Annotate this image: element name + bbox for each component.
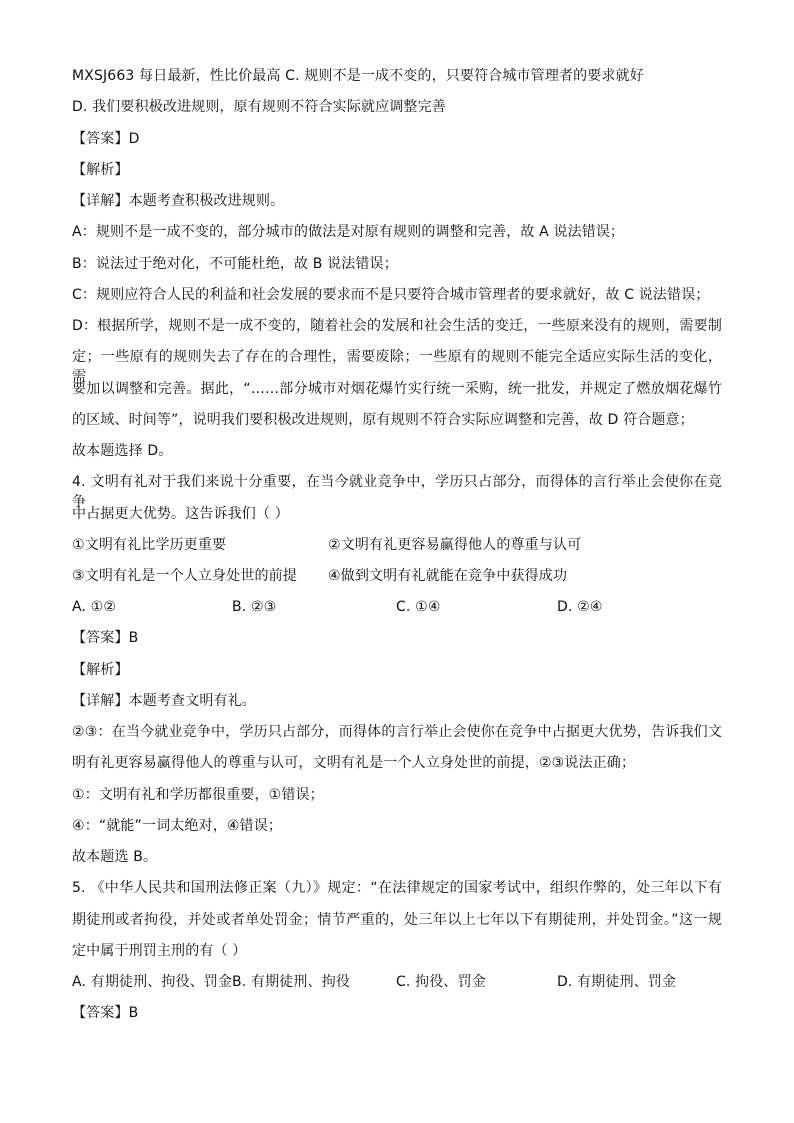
q3-analysis-heading: 【解析】 <box>72 162 129 178</box>
q3-answer: 【答案】D <box>72 131 140 147</box>
q3-option-d: D. 我们要积极改进规则，原有规则不符合实际就应调整完善 <box>72 99 446 115</box>
q5-option-d: D. 有期徒刑、罚金 <box>557 974 677 990</box>
q3-detail-intro: 【详解】本题考查积极改进规则。 <box>72 193 285 209</box>
q4-conclusion: 故本题选 B。 <box>72 849 158 865</box>
q4-statement-4: ④做到文明有礼就能在竞争中获得成功 <box>328 568 568 584</box>
q4-stem-line: 4. 文明有礼对于我们来说十分重要，在当今就业竞争中，学历只占部分，而得体的言行举止会使你在竞争 <box>72 474 722 510</box>
q4-answer: 【答案】B <box>72 630 139 646</box>
q3-detail-c: C：规则应符合人民的利益和社会发展的要求而不是只要符合城市管理者的要求就好，故 C 说法错误； <box>72 287 710 303</box>
q4-detail-4: ④：“就能”一词太绝对，④错误； <box>72 818 283 834</box>
q5-stem-line: 5. 《中华人民共和国刑法修正案（九）》规定：“在法律规定的国家考试中，组织作弊的，处三年以下有 <box>72 880 722 896</box>
q4-statement-2: ②文明有礼更容易赢得他人的尊重与认可 <box>328 537 582 553</box>
q5-stem-line: 期徒刑或者拘役，并处或者单处罚金；情节严重的，处三年以上七年以下有期徒刑，并处罚金。”这一规 <box>72 912 722 928</box>
q4-statement-1: ①文明有礼比学历更重要 <box>72 537 227 553</box>
q3-option-c-line: MXSJ663 每日最新，性比价最高 C. 规则不是一成不变的，只要符合城市管理者的要求就好 <box>72 68 644 84</box>
q4-stem-line: 中占据更大优势。这告诉我们（ ） <box>72 506 289 522</box>
q3-detail-d-line: 定；一些原有的规则失去了存在的合理性，需要废除；一些原有的规则不能完全适应实际生活的变化，需 <box>72 349 722 385</box>
q5-option-b: B. 有期徒刑、拘役 <box>232 974 351 990</box>
q5-option-a: A. 有期徒刑、拘役、罚金 <box>72 974 233 990</box>
q3-detail-d-line: 的区域、时间等”，说明我们要积极改进规则，原有规则不符合实际应调整和完善，故 D 符合题意； <box>72 412 694 428</box>
q3-conclusion: 故本题选择 D。 <box>72 443 173 459</box>
q4-detail-23-line: 明有礼更容易赢得他人的尊重与认可，文明有礼是一个人立身处世的前提，②③说法正确； <box>72 755 636 771</box>
q3-detail-d-line: D：根据所学，规则不是一成不变的，随着社会的发展和社会生活的变迁，一些原来没有的规则，需要制 <box>72 318 722 334</box>
q3-detail-d-line: 要加以调整和完善。据此，“……部分城市对烟花爆竹实行统一采购，统一批发，并规定了燃放烟花爆竹 <box>72 381 722 397</box>
q4-option-d: D. ②④ <box>557 599 603 615</box>
q3-detail-b: B：说法过于绝对化，不可能杜绝，故 B 说法错误； <box>72 256 398 272</box>
q4-option-a: A. ①② <box>72 599 117 615</box>
q5-stem-line: 定中属于刑罚主刑的有（ ） <box>72 943 247 959</box>
q4-option-b: B. ②③ <box>232 599 277 615</box>
q4-detail-23-line: ②③：在当今就业竞争中，学历只占部分，而得体的言行举止会使你在竞争中占据更大优势，告诉我们文 <box>72 724 722 740</box>
q4-option-c: C. ①④ <box>396 599 441 615</box>
q3-detail-a: A：规则不是一成不变的，部分城市的做法是对原有规则的调整和完善，故 A 说法错误； <box>72 224 625 240</box>
q4-statement-3: ③文明有礼是一个人立身处世的前提 <box>72 568 297 584</box>
q4-detail-1: ①：文明有礼和学历都很重要，①错误； <box>72 787 324 803</box>
q4-detail-intro: 【详解】本题考查文明有礼。 <box>72 693 256 709</box>
q4-analysis-heading: 【解析】 <box>72 662 129 678</box>
q5-answer: 【答案】B <box>72 1005 139 1021</box>
q5-option-c: C. 拘役、罚金 <box>396 974 486 990</box>
